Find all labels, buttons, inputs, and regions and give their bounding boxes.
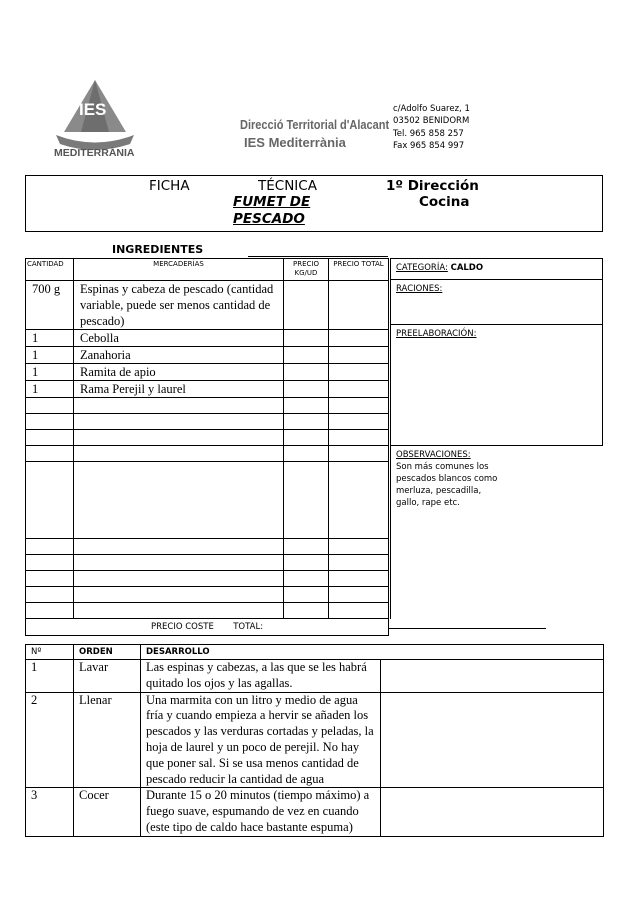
col-desarrollo: DESARROLLO [141,645,604,660]
table-row-empty [26,446,389,462]
ingredient-item: Cebolla [74,330,284,347]
table-row-empty [26,571,389,587]
col-precio-total: PRECIO TOTAL [329,259,389,281]
preelaboracion-cell [391,325,603,446]
preelaboracion-label: PREELABORACIÓN: [396,329,477,339]
table-row-empty [26,587,389,603]
logo-text-bottom: MEDITERRÀNIA [54,147,135,159]
school-logo [52,80,138,160]
categoria-label: CATEGORÍA: [396,263,448,273]
step-orden: Lavar [74,660,141,693]
raciones-cell [391,280,603,325]
info-panel [390,258,603,619]
step-number: 2 [26,692,74,788]
table-row [26,364,389,381]
tecnica-label: TÉCNICA [258,178,317,194]
step-texto: Una marmita con un litro y medio de agua fría y cuando empieza a hervir se añaden los pescados y las verduras cortadas y peladas, la hoja de laurel y un poco de perejil. No hay que poner sal. Si se usa menos cantidad de pescado reducir la cantidad de agua [141,692,381,788]
ingredient-item: Ramita de apio [74,364,284,381]
precio-coste-row [26,619,389,636]
table-row-empty [26,603,389,619]
ingredients-header-row [26,259,389,281]
direccion-territorial-title: Direcció Territorial d'Alacant [240,118,390,132]
ingredient-qty: 1 [26,347,74,364]
ingredient-item: Espinas y cabeza de pescado (cantidad variable, puede ser menos cantidad de pescado) [74,281,284,330]
table-row [26,788,604,836]
table-row [26,330,389,347]
table-row-empty [26,539,389,555]
table-row-empty [26,555,389,571]
categoria-value: CALDO [450,263,484,273]
title-box [25,175,603,232]
precio-coste-label: PRECIO COSTE [151,622,214,632]
table-row [26,281,389,330]
table-row-empty [26,430,389,446]
department-label: Cocina [419,194,470,210]
table-row-empty [26,462,389,539]
step-texto: Las espinas y cabezas, a las que se les habrá quitado los ojos y las agallas. [141,660,381,693]
observaciones-cell [391,446,603,620]
ingredient-item: Zanahoria [74,347,284,364]
categoria-cell [391,259,603,280]
col-orden: ORDEN [74,645,141,660]
step-orden: Llenar [74,692,141,788]
ingredient-item: Rama Perejil y laurel [74,381,284,398]
ingredients-table [25,258,389,636]
table-row [26,692,604,788]
school-address: c/Adolfo Suarez, 1 03502 BENIDORM Tel. 965 858 257 Fax 965 854 997 [393,104,470,151]
table-row [26,381,389,398]
step-orden: Cocer [74,788,141,836]
course-label: 1º Dirección [386,178,479,194]
step-number: 1 [26,660,74,693]
panel-bottom-rule [388,628,546,629]
col-cantidad: CANTIDAD [26,259,74,281]
ingredient-qty: 1 [26,364,74,381]
table-row-empty [26,414,389,430]
step-texto: Durante 15 o 20 minutos (tiempo máximo) a fuego suave, espumando de vez en cuando (este tipo de caldo hace bastante espuma) [141,788,381,836]
desarrollo-header-row [26,645,604,660]
ingredient-qty: 1 [26,381,74,398]
ingredients-title-rule [248,256,388,257]
col-precio-kg: PRECIO KG/UD [284,259,329,281]
logo-text-top: IES [79,100,107,119]
dish-name-line1: FUMET DE [233,194,311,210]
ficha-label: FICHA [149,178,190,194]
desarrollo-table [25,644,604,837]
table-row [26,660,604,693]
total-label: TOTAL: [233,622,264,632]
ingredient-qty: 700 g [26,281,74,330]
dish-name-line2: PESCADO [233,211,305,227]
raciones-label: RACIONES: [396,284,443,294]
col-mercaderias: MERCADERÍAS [74,259,284,281]
col-numero: Nº [26,645,74,660]
table-row [26,347,389,364]
ies-name-title: IES Mediterrània [244,135,346,150]
step-number: 3 [26,788,74,836]
observaciones-label: OBSERVACIONES: [396,450,471,460]
observaciones-text: Son más comunes los pescados blancos como merluza, pescadilla, gallo, rape etc. [396,462,498,508]
ingredient-qty: 1 [26,330,74,347]
table-row-empty [26,398,389,414]
ingredients-title: INGREDIENTES [112,243,204,256]
